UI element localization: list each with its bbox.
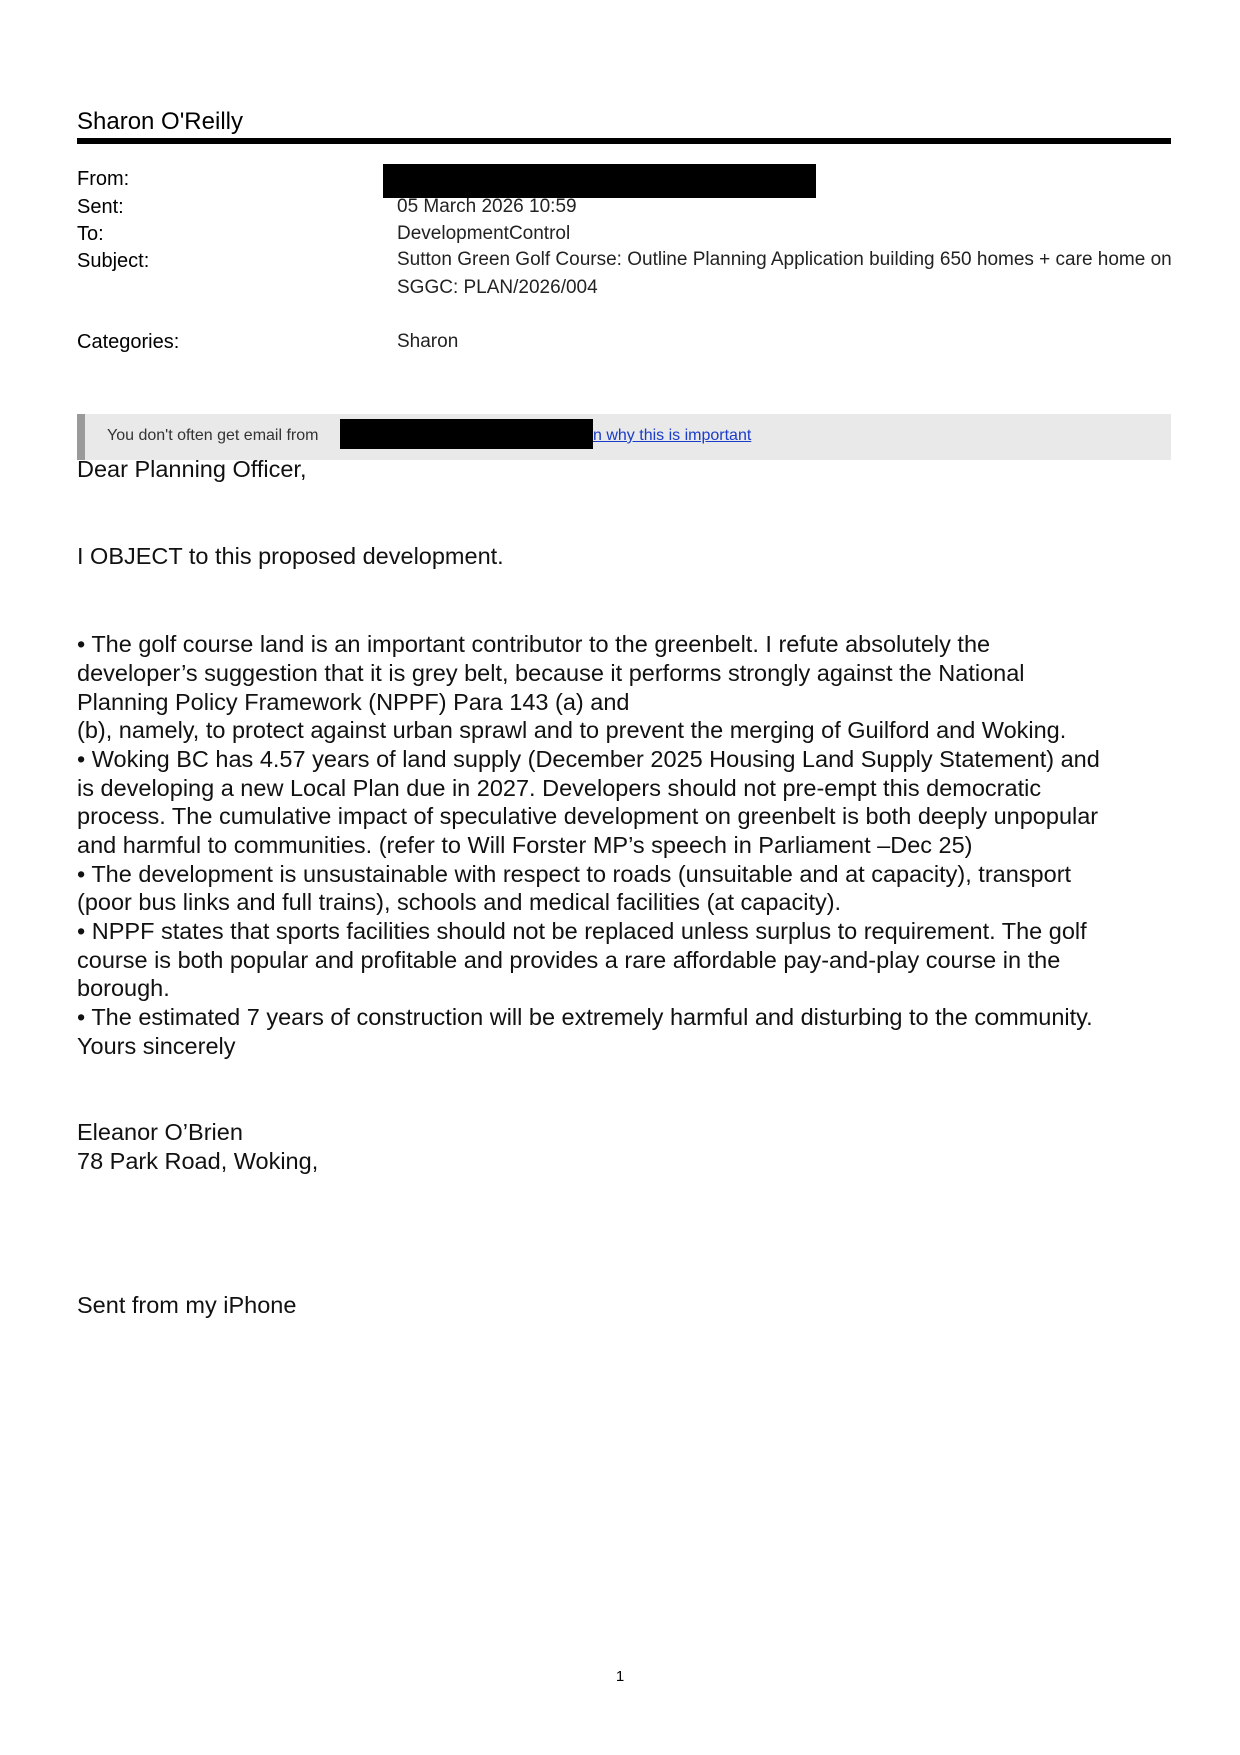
signature-address: 78 Park Road, Woking, xyxy=(77,1148,319,1174)
letter-line: • Woking BC has 4.57 years of land supply (December 2025 Housing Land Supply Statement) and xyxy=(77,746,1100,772)
letter-line: and harmful to communities. (refer to Will Forster MP’s speech in Parliament –Dec 25) xyxy=(77,832,973,858)
header-rule xyxy=(77,138,1171,144)
sent-value: 05 March 2026 10:59 xyxy=(397,196,577,217)
letter-line: process. The cumulative impact of speculative development on greenbelt is both deeply unpopular xyxy=(77,803,1099,829)
letter-line: • The golf course land is an important contributor to the greenbelt. I refute absolutely the xyxy=(77,631,991,657)
letter-line: • The development is unsustainable with respect to roads (unsuitable and at capacity), transport xyxy=(77,861,1072,887)
sent-from-footer: Sent from my iPhone xyxy=(77,1292,297,1318)
signature-name: Eleanor O’Brien xyxy=(77,1119,243,1145)
banner-redaction xyxy=(340,419,593,449)
page-number: 1 xyxy=(615,1668,625,1685)
letter-line: developer’s suggestion that it is grey belt, because it performs strongly against the National xyxy=(77,660,1025,686)
banner-text: You don't often get email from xyxy=(107,427,319,444)
to-label: To: xyxy=(77,223,104,245)
owner-name: Sharon O'Reilly xyxy=(77,108,243,135)
from-redaction xyxy=(383,164,816,198)
banner-accent-bar xyxy=(77,414,85,460)
objection-statement: I OBJECT to this proposed development. xyxy=(77,543,504,569)
subject-label: Subject: xyxy=(77,250,150,272)
subject-value: Sutton Green Golf Course: Outline Planning Application building 650 homes + care home on SGGC: PLAN/2026/004 xyxy=(397,249,1172,298)
letter-line: is developing a new Local Plan due in 2027. Developers should not pre-empt this democratic xyxy=(77,775,1042,801)
letter-line: Planning Policy Framework (NPPF) Para 143 (a) and xyxy=(77,689,630,715)
banner-link[interactable]: n why this is important xyxy=(593,427,752,444)
letter-line: course is both popular and profitable and provides a rare affordable pay-and-play course in the xyxy=(77,947,1061,973)
greeting: Dear Planning Officer, xyxy=(77,456,307,482)
to-value: DevelopmentControl xyxy=(397,223,571,244)
external-sender-banner xyxy=(77,414,1171,460)
letter-line: • NPPF states that sports facilities should not be replaced unless surplus to requirement. The golf xyxy=(77,918,1087,944)
categories-label: Categories: xyxy=(77,331,180,353)
from-label: From: xyxy=(77,168,130,190)
letter-line: Yours sincerely xyxy=(77,1033,236,1059)
letter-line: • The estimated 7 years of construction will be extremely harmful and disturbing to the community. xyxy=(77,1004,1093,1030)
categories-value: Sharon xyxy=(397,331,459,352)
letter-line: (poor bus links and full trains), schools and medical facilities (at capacity). xyxy=(77,889,842,915)
letter-line: (b), namely, to protect against urban sprawl and to prevent the merging of Guilford and Woking. xyxy=(77,717,1067,743)
sent-label: Sent: xyxy=(77,196,124,218)
letter-line: borough. xyxy=(77,975,170,1001)
